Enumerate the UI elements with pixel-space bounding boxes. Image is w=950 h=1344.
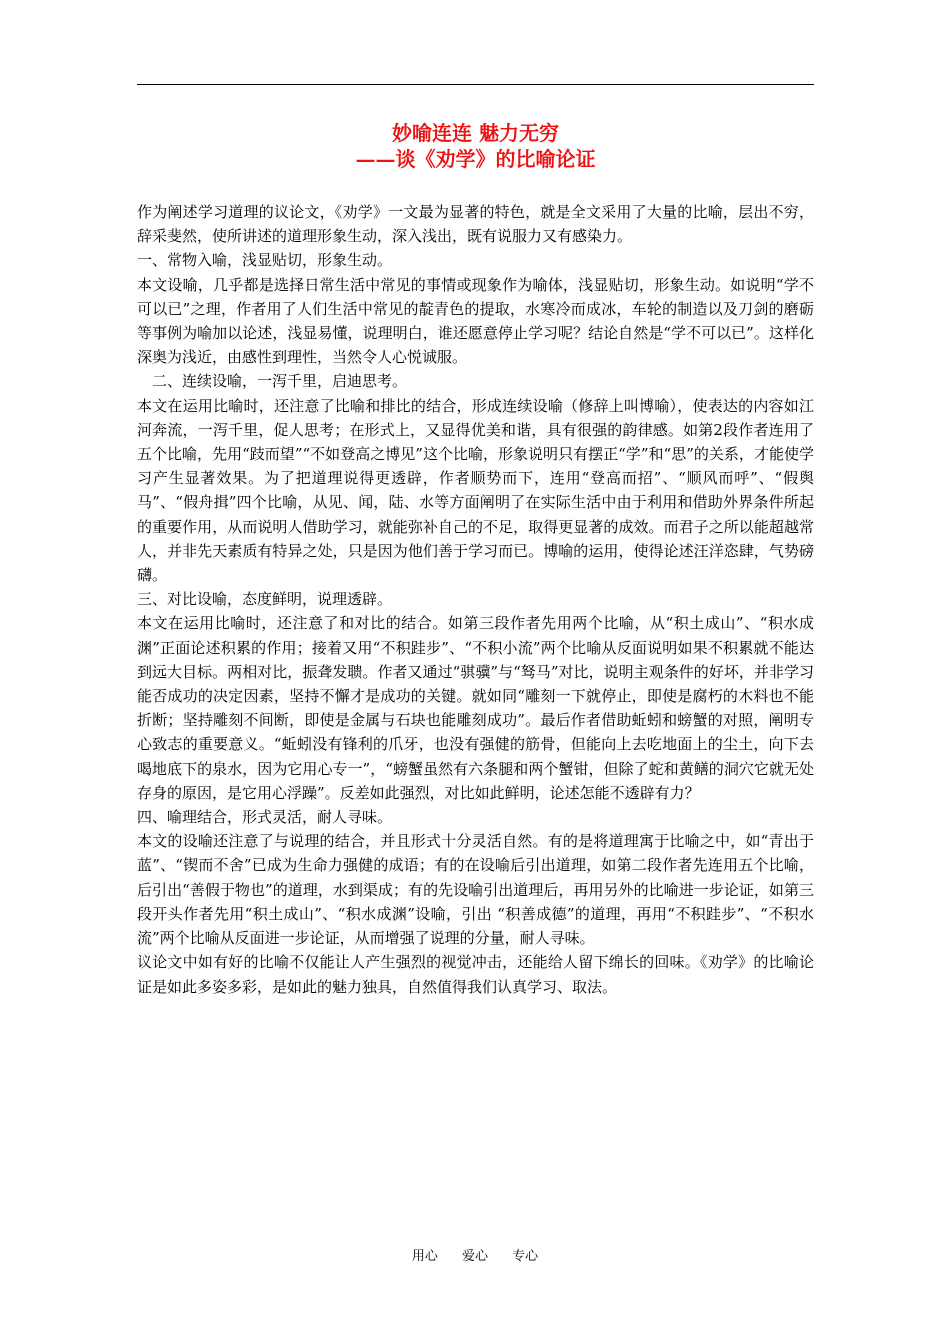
section-paragraph-2: 本文在运用比喻时，还注意了比喻和排比的结合，形成连续设喻（修辞上叫博喻），使表达的内容如江河奔流，一泻千里，促人思考；在形式上，又显得优美和谐，具有很强的韵律感。如第2段作者连用了五个比喻，先用“跂而望”“不如登高之博见”这个比喻，形象说明只有摆正“学”和“思”的关系，才能使学习产生显著效果。为了把道理说得更透辟，作者顺势而下，连用“登高而招”、“顺风而呼”、“假舆马”、“假舟揖”四个比喻，从见、闻，陆、水等方面阐明了在实际生活中由于利用和借助外界条件所起的重要作用，从而说明人借助学习，就能弥补自己的不足，取得更显著的成效。而君子之所以能超越常人，并非先天素质有特异之处，只是因为他们善于学习而已。博喻的运用，使得论述汪洋恣肆，气势磅礴。 (137, 396, 814, 585)
section-heading-1: 一、常物入喻，浅显贴切，形象生动。 (137, 251, 393, 270)
title-block (137, 120, 814, 172)
section-paragraph-1: 本文设喻，几乎都是选择日常生活中常见的事情或现象作为喻体，浅显贴切，形象生动。如说明“学不可以已”之理，作者用了人们生活中常见的靛青色的提取，水寒冷而成冰，车轮的制造以及刀剑的磨砺等事例为喻加以论述，浅显易懂，说理明白，谁还愿意停止学习呢？结论自然是“学不可以已”。这样化深奥为浅近，由感性到理性，当然令人心悦诚服。 (137, 275, 814, 367)
header-rule (137, 84, 814, 85)
section-paragraph-4: 本文的设喻还注意了与说理的结合，并且形式十分灵活自然。有的是将道理寓于比喻之中，如“青出于蓝”、“锲而不舍”已成为生命力强健的成语；有的在设喻后引出道理，如第二段作者先连用五个比喻，后引出“善假于物也”的道理，水到渠成；有的先设喻引出道理后，再用另外的比喻进一步论证，如第三段开头作者先用“积土成山”、“积水成渊”设喻，引出 “积善成德”的道理，再用“不积跬步”、“不积水流”两个比喻从反面进一步论证，从而增强了说理的分量，耐人寻味。 (137, 832, 814, 948)
page-footer (0, 1248, 950, 1266)
intro-paragraph: 作为阐述学习道理的议论文，《劝学》一文最为显著的特色，就是全文采用了大量的比喻，层出不穷，辞采斐然，使所讲述的道理形象生动，深入浅出，既有说服力又有感染力。 (137, 203, 814, 246)
footer-item: 专心 (512, 1249, 539, 1264)
section-heading-2: 二、连续设喻，一泻千里，启迪思考。 (152, 372, 408, 391)
document-subtitle: ——谈《劝学》的比喻论证 (355, 147, 596, 171)
document-body (137, 200, 814, 999)
footer-item: 用心 (411, 1249, 438, 1264)
section-heading-4: 四、喻理结合，形式灵活，耐人寻味。 (137, 808, 393, 827)
conclusion-paragraph: 议论文中如有好的比喻不仅能让人产生强烈的视觉冲击，还能给人留下绵长的回味。《劝学》的比喻论证是如此多姿多彩，是如此的魅力独具，自然值得我们认真学习、取法。 (137, 953, 814, 996)
section-heading-3: 三、对比设喻，态度鲜明，说理透辟。 (137, 590, 393, 609)
section-paragraph-3: 本文在运用比喻时，还注意了和对比的结合。如第三段作者先用两个比喻，从“积土成山”、“积水成渊”正面论述积累的作用；接着又用“不积跬步”、“不积小流”两个比喻从反面说明如果不积累就不能达到远大目标。两相对比，振聋发聩。作者又通过“骐骥”与“驽马”对比，说明主观条件的好坏，并非学习能否成功的决定因素，坚持不懈才是成功的关键。就如同“雕刻一下就停止，即使是腐朽的木料也不能折断；坚持雕刻不间断，即使是金属与石块也能雕刻成功”。最后作者借助蚯蚓和螃蟹的对照，阐明专心致志的重要意义。“蚯蚓没有锋利的爪牙，也没有强健的筋骨，但能向上去吃地面上的尘土，向下去喝地底下的泉水，因为它用心专一”，“螃蟹虽然有六条腿和两个蟹钳，但除了蛇和黄鳝的洞穴它就无处存身的原因，是它用心浮躁”。反差如此强烈，对比如此鲜明，论述怎能不透辟有力？ (137, 614, 814, 802)
footer-item: 爱心 (461, 1249, 488, 1264)
document-title: 妙喻连连 魅力无穷 (392, 121, 559, 145)
